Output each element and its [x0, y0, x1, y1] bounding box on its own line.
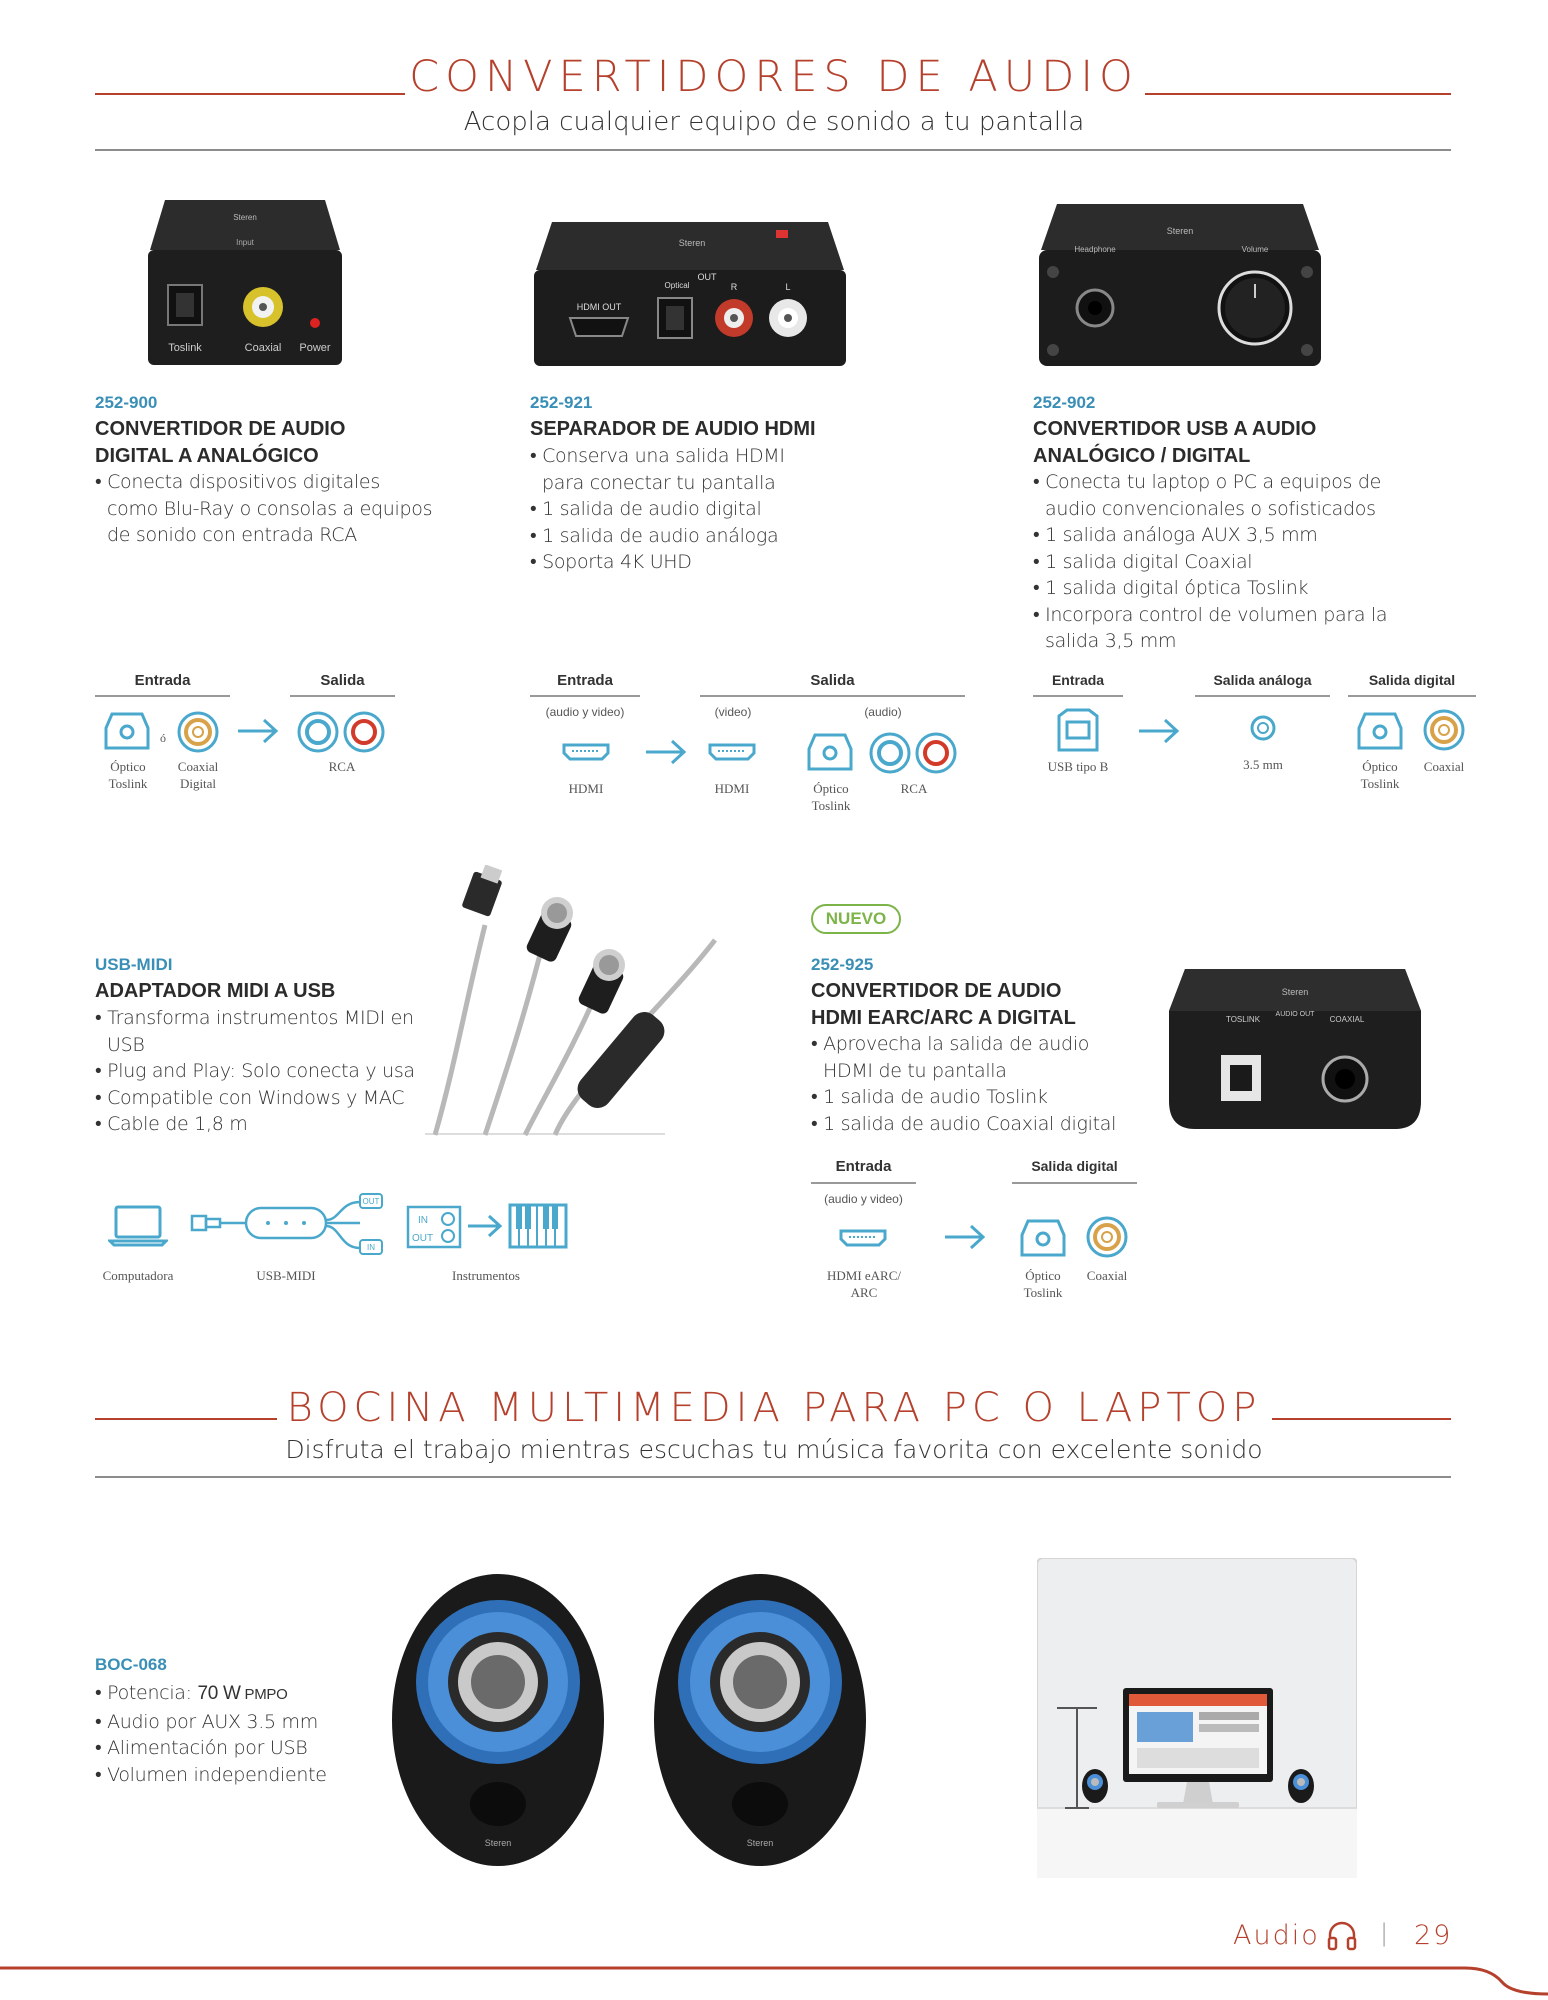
speaker-right-image	[650, 1572, 870, 1882]
product-features: • Transforma instrumentos MIDI en USB • Plug and Play: Solo conecta y usa • Compatible con Windows y MAC • Cable de 1,8 m	[95, 1005, 425, 1138]
jack-3-5mm-icon	[1249, 714, 1277, 747]
section1-divider	[95, 149, 1451, 151]
diagram-output-head: Salida	[810, 672, 855, 689]
svg-text:Coaxial: Coaxial	[244, 342, 282, 354]
svg-text:OUT: OUT	[697, 272, 717, 282]
rca-icon	[296, 710, 388, 759]
usb-type-b-icon	[1055, 708, 1101, 759]
section2-title: BOCINA MULTIMEDIA PARA PC O LAPTOP	[286, 1385, 1262, 1431]
product-code: 252-925	[811, 955, 874, 974]
svg-text:Volume: Volume	[1241, 245, 1269, 254]
product-image-252-902	[1035, 200, 1325, 375]
diagram-analog-head: Salida análoga	[1213, 672, 1312, 688]
diagram-input-head: Entrada	[134, 672, 191, 689]
section1-subtitle: Acopla cualquier equipo de sonido a tu pantalla	[463, 107, 1085, 137]
svg-text:L: L	[785, 282, 791, 292]
footer-section-label: Audio	[1233, 1920, 1320, 1951]
svg-text:Steren: Steren	[746, 1838, 774, 1848]
headphones-icon	[1326, 1919, 1358, 1956]
svg-text:IN: IN	[418, 1215, 428, 1226]
diagram-input-head: Entrada	[1051, 672, 1105, 688]
product-code: BOC-068	[95, 1655, 167, 1674]
page-number: 29	[1414, 1920, 1453, 1951]
optical-toslink-icon	[1357, 710, 1403, 757]
product-code: USB-MIDI	[95, 955, 173, 974]
arrow-right-icon	[466, 1212, 504, 1245]
svg-text:Steren: Steren	[1166, 226, 1194, 236]
product-image-usb-midi	[425, 865, 725, 1145]
svg-text:Steren: Steren	[1281, 987, 1309, 997]
svg-text:Headphone: Headphone	[1074, 245, 1116, 254]
optical-toslink-icon	[104, 710, 150, 757]
laptop-icon	[108, 1205, 168, 1252]
speaker-left-image	[388, 1572, 608, 1882]
product-features: • Conserva una salida HDMI para conectar tu pantalla • 1 salida de audio digital • 1 salida de audio análoga • Soporta 4K UHD	[530, 443, 830, 576]
product-image-252-925	[1165, 965, 1425, 1140]
diagram-input-head: Entrada	[557, 672, 613, 689]
svg-text:Optical: Optical	[664, 281, 690, 290]
product-image-252-921	[532, 218, 848, 375]
footer-separator: |	[1380, 1919, 1391, 1947]
rca-icon	[868, 731, 960, 780]
or-text: ó	[160, 731, 166, 745]
svg-text:Toslink: Toslink	[168, 342, 202, 354]
device-brand-label: Steren	[233, 213, 257, 222]
coaxial-icon	[1422, 708, 1466, 757]
product-code: 252-921	[530, 393, 593, 412]
coaxial-icon	[1085, 1215, 1129, 1264]
diagram-output-head: Salida digital	[1031, 1158, 1118, 1174]
product-code: 252-900	[95, 393, 158, 412]
svg-text:COAXIAL: COAXIAL	[1329, 1015, 1365, 1024]
svg-text:IN: IN	[367, 1243, 375, 1252]
optical-toslink-icon	[807, 731, 853, 778]
midi-ports-icon	[406, 1205, 462, 1254]
product-code: 252-902	[1033, 393, 1096, 412]
product-features: • Potencia: 70 W PMPO • Audio por AUX 3.5 mm • Alimentación por USB • Volumen independiente	[95, 1680, 395, 1788]
desk-setup-photo	[1037, 1558, 1357, 1883]
product-image-252-900	[140, 195, 350, 375]
arrow-right-icon	[236, 716, 280, 751]
arrow-right-icon	[943, 1222, 987, 1257]
product-features: • Conecta tu laptop o PC a equipos de audio convencionales o sofisticados • 1 salida análoga AUX 3,5 mm • 1 salida digital Coaxial • 1 salida digital óptica Toslink • Incorpora control de volumen para la salida 3,5 mm	[1033, 469, 1428, 655]
label-optical: Óptico Toslink	[108, 759, 148, 791]
product-name: SEPARADOR DE AUDIO HDMI	[530, 418, 816, 440]
svg-text:TOSLINK: TOSLINK	[1225, 1015, 1261, 1024]
label-coaxial: Coaxial Digital	[177, 759, 219, 791]
keyboard-instrument-icon	[508, 1203, 568, 1254]
footer-rule	[0, 1960, 1548, 2000]
svg-text:Steren: Steren	[484, 1838, 512, 1848]
svg-text:OUT: OUT	[412, 1233, 434, 1244]
section2-subtitle: Disfruta el trabajo mientras escuchas tu música favorita con excelente sonido	[285, 1435, 1263, 1464]
diagram-digital-head: Salida digital	[1368, 672, 1456, 688]
new-badge: NUEVO	[811, 904, 901, 934]
diagram-output-head: Salida	[320, 672, 365, 689]
product-features: • Aprovecha la salida de audio HDMI de tu pantalla • 1 salida de audio Toslink • 1 salida de audio Coaxial digital	[811, 1031, 1141, 1137]
arrow-right-icon	[644, 737, 688, 772]
svg-text:AUDIO OUT: AUDIO OUT	[1275, 1011, 1315, 1018]
svg-text:Input: Input	[236, 238, 254, 247]
hdmi-icon	[708, 742, 756, 767]
diagram-input-head: Entrada	[835, 1158, 892, 1175]
svg-text:Steren: Steren	[678, 238, 706, 248]
svg-text:OUT: OUT	[362, 1197, 380, 1206]
section1-title: CONVERTIDORES DE AUDIO	[409, 52, 1139, 102]
hdmi-icon	[562, 742, 610, 767]
svg-text:HDMI OUT: HDMI OUT	[576, 302, 622, 312]
product-name: ADAPTADOR MIDI A USB	[95, 980, 336, 1002]
product-name: CONVERTIDOR USB A AUDIO ANALÓGICO / DIGITAL	[1033, 418, 1317, 467]
label-rca: RCA	[328, 759, 356, 774]
product-name: CONVERTIDOR DE AUDIO DIGITAL A ANALÓGICO	[95, 418, 346, 467]
svg-text:R: R	[730, 282, 738, 292]
usb-midi-cable-icon	[190, 1190, 385, 1270]
optical-toslink-icon	[1020, 1217, 1066, 1264]
coaxial-icon	[176, 710, 220, 759]
product-features: • Conecta dispositivos digitales como Blu-Ray o consolas a equipos de sonido con entrada RCA	[95, 469, 435, 549]
product-name: CONVERTIDOR DE AUDIO HDMI EARC/ARC A DIGITAL	[811, 980, 1076, 1029]
svg-text:Power: Power	[299, 342, 331, 354]
hdmi-icon	[839, 1228, 887, 1253]
section2-divider	[95, 1476, 1451, 1478]
arrow-right-icon	[1137, 716, 1181, 751]
